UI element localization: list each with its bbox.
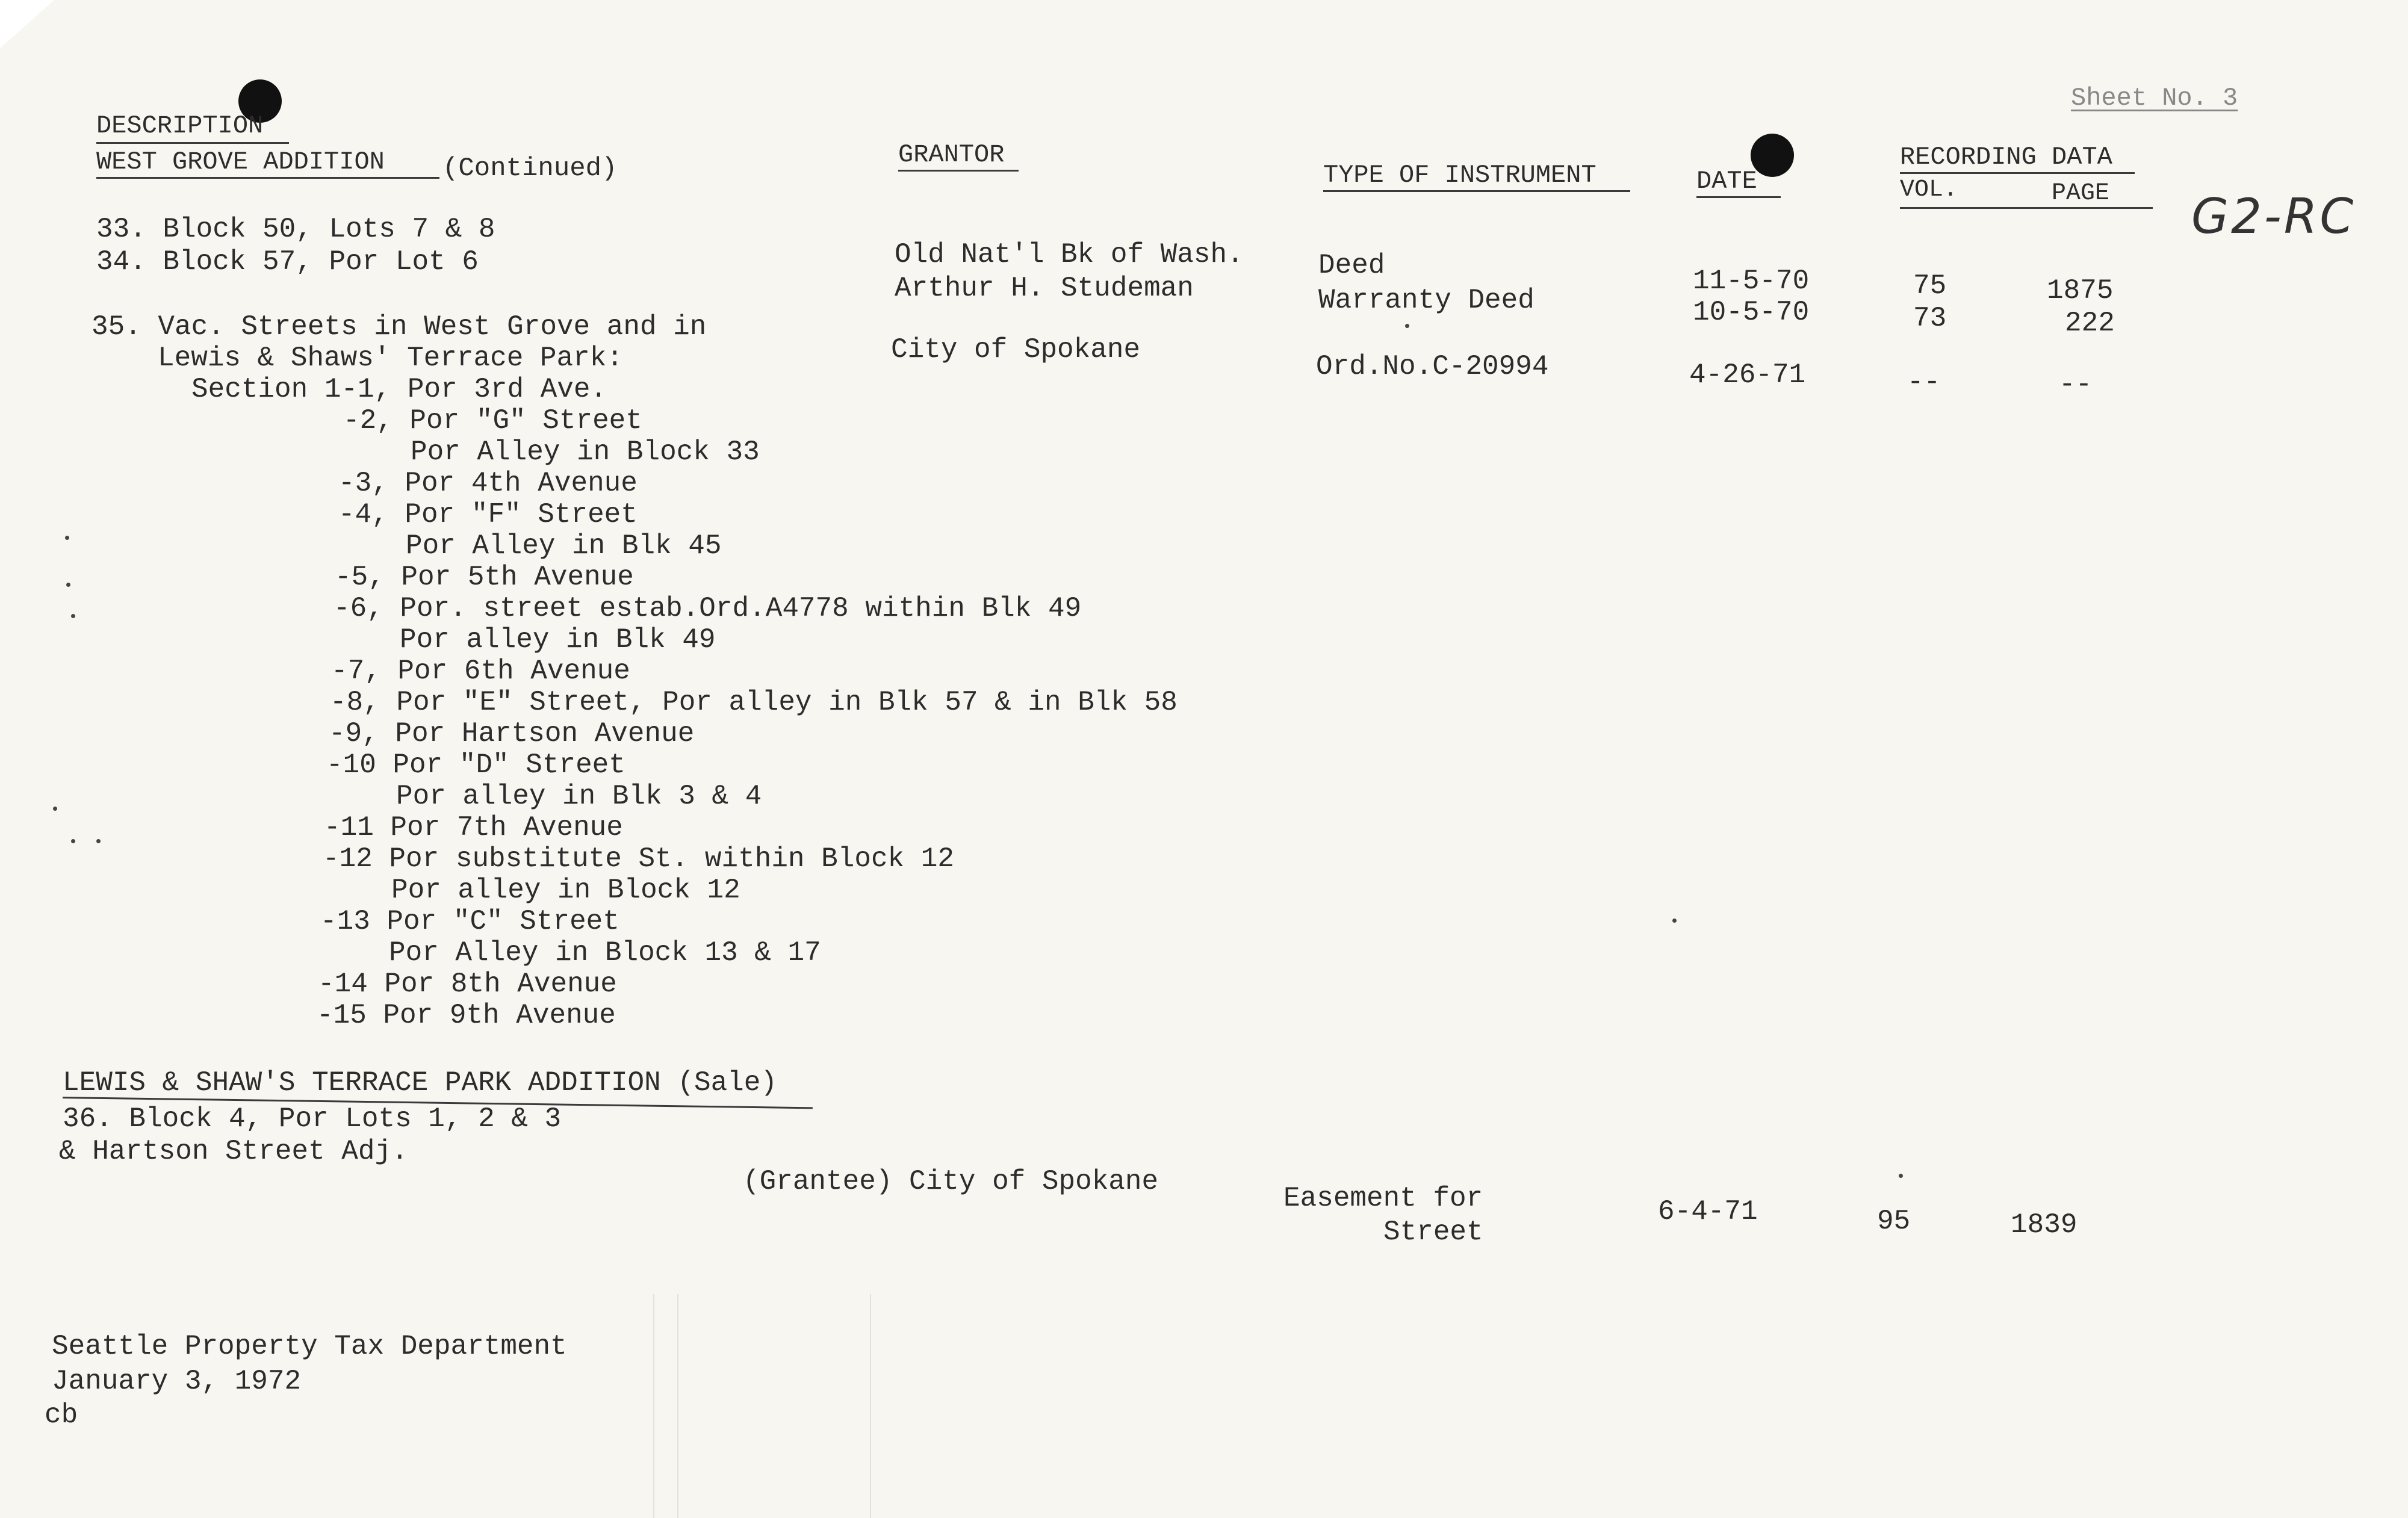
entry-33-date: 11-5-70 (1693, 265, 1810, 297)
entry-36-page: 1839 (2011, 1209, 2078, 1241)
entry-35-section-10-alley: Por alley in Blk 3 & 4 (396, 781, 762, 812)
entry-35-section-1: Section 1-1, Por 3rd Ave. (191, 374, 607, 405)
entry-35-section-11: -11 Por 7th Avenue (324, 812, 623, 843)
entry-33-vol: 75 (1913, 270, 1947, 302)
entry-35-section-6-alley: Por alley in Blk 49 (400, 624, 716, 655)
entry-35-section-12-alley: Por alley in Block 12 (391, 875, 740, 906)
entry-35-section-14: -14 Por 8th Avenue (318, 968, 617, 1000)
entry-36-line-2: & Hartson Street Adj. (59, 1136, 408, 1167)
entry-35-section-9: -9, Por Hartson Avenue (329, 718, 695, 749)
entry-35-line-2: Lewis & Shaws' Terrace Park: (158, 342, 623, 374)
entry-35-section-13: -13 Por "C" Street (320, 906, 619, 937)
entry-36-grantee: (Grantee) City of Spokane (743, 1166, 1159, 1197)
entry-35-section-3: -3, Por 4th Avenue (338, 468, 638, 499)
instrument-header: TYPE OF INSTRUMENT (1323, 161, 1597, 190)
entry-35-page: -- (2059, 369, 2093, 400)
entry-35-instrument: Ord.No.C-20994 (1316, 351, 1549, 382)
stray-mark (1899, 1174, 1903, 1178)
entry-33-grantor: Old Nat'l Bk of Wash. (895, 239, 1244, 270)
stray-mark (1672, 919, 1677, 923)
stray-mark (1405, 324, 1409, 328)
entry-34-page: 222 (2065, 308, 2115, 339)
entry-35-section-10: -10 Por "D" Street (326, 749, 625, 781)
entry-34-instrument: Warranty Deed (1318, 285, 1534, 316)
stray-mark (71, 839, 75, 843)
instrument-underline (1323, 190, 1630, 192)
stray-mark (96, 839, 101, 843)
footer-initials: cb (45, 1399, 78, 1431)
entry-36-date: 6-4-71 (1658, 1196, 1758, 1227)
entry-35-section-13-alley: Por Alley in Block 13 & 17 (389, 937, 821, 968)
torn-corner (0, 0, 54, 48)
vol-header: VOL. (1900, 176, 1958, 203)
footer-department: Seattle Property Tax Department (52, 1331, 567, 1362)
section-title-header: WEST GROVE ADDITION (96, 147, 385, 176)
entry-35-date: 4-26-71 (1689, 359, 1806, 391)
handwritten-note: G2-RC (2191, 188, 2356, 244)
entry-35-section-6: -6, Por. street estab.Ord.A4778 within Blk 49 (334, 593, 1082, 624)
entry-35-section-2-alley: Por Alley in Block 33 (411, 436, 760, 468)
entry-35-grantor: City of Spokane (891, 334, 1141, 365)
entry-35-section-4: -4, Por "F" Street (338, 499, 638, 530)
section-2-title: LEWIS & SHAW'S TERRACE PARK ADDITION (Sale) (63, 1067, 777, 1098)
vol-page-underline (1900, 207, 2153, 209)
entry-33-instrument: Deed (1318, 250, 1385, 281)
grantor-underline (898, 170, 1019, 172)
page-header: PAGE (2052, 180, 2110, 207)
paper-crease (677, 1294, 678, 1518)
entry-35-section-4-alley: Por Alley in Blk 45 (406, 530, 722, 562)
stray-mark (53, 807, 57, 811)
recording-data-underline (1900, 172, 2135, 174)
entry-35-vol: -- (1907, 367, 1941, 398)
grantor-header: GRANTOR (898, 140, 1005, 169)
description-underline (96, 142, 289, 144)
entry-35-section-2: -2, Por "G" Street (343, 405, 642, 436)
stray-mark (65, 536, 69, 540)
date-underline (1696, 196, 1781, 198)
entry-35-section-8: -8, Por "E" Street, Por alley in Blk 57 & in Blk 58 (330, 687, 1178, 718)
sheet-number: Sheet No. 3 (2071, 84, 2238, 113)
entry-35-section-15: -15 Por 9th Avenue (317, 1000, 616, 1031)
entry-35-line-1: 35. Vac. Streets in West Grove and in (92, 311, 707, 342)
recording-data-header: RECORDING DATA (1900, 143, 2112, 172)
section-title-underline (96, 177, 439, 179)
entry-33-description: 33. Block 50, Lots 7 & 8 (96, 214, 495, 245)
paper-crease (870, 1294, 871, 1518)
description-header: DESCRIPTION (96, 111, 264, 140)
entry-34-description: 34. Block 57, Por Lot 6 (96, 246, 479, 277)
entry-36-instrument-line-2: Street (1383, 1216, 1483, 1248)
stray-mark (66, 583, 70, 587)
paper-crease (653, 1294, 654, 1518)
entry-33-page: 1875 (2047, 275, 2114, 306)
entry-34-date: 10-5-70 (1693, 297, 1810, 328)
entry-35-section-12: -12 Por substitute St. within Block 12 (323, 843, 954, 875)
entry-36-line-1: 36. Block 4, Por Lots 1, 2 & 3 (63, 1103, 562, 1135)
date-header: DATE (1696, 167, 1757, 196)
entry-34-grantor: Arthur H. Studeman (895, 273, 1194, 304)
entry-35-section-7: -7, Por 6th Avenue (331, 655, 630, 687)
entry-34-vol: 73 (1913, 303, 1947, 334)
entry-36-instrument-line-1: Easement for (1283, 1183, 1483, 1214)
section-title-suffix: (Continued) (442, 153, 618, 184)
stray-mark (71, 614, 75, 618)
footer-date: January 3, 1972 (52, 1366, 302, 1397)
entry-35-section-5: -5, Por 5th Avenue (335, 562, 634, 593)
entry-36-vol: 95 (1877, 1206, 1911, 1237)
